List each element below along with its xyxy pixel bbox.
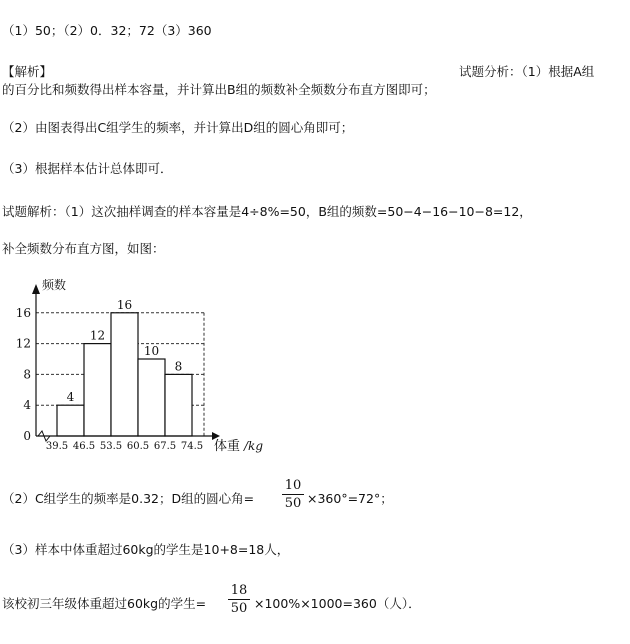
solution-part2-suffix: ×360°=72°；: [307, 491, 393, 506]
fraction-bar: [228, 599, 250, 600]
histogram-bar: [57, 405, 84, 436]
x-axis-title: 体重: [214, 439, 241, 454]
x-tick-label: 67.5: [153, 441, 177, 452]
x-tick-label: 74.5: [180, 441, 204, 452]
fraction-10-50: [282, 478, 304, 511]
bar-value-label: 12: [89, 328, 106, 343]
solution-final-prefix: 该校初三年级体重超过60kg的学生=: [2, 596, 207, 611]
fraction-numerator: 10: [284, 478, 302, 493]
histogram-bar: [111, 313, 138, 436]
analysis-step2: （2）由图表得出C组学生的频率，并计算出D组的圆心角即可；: [2, 120, 354, 135]
solution-line2: 补全频数分布直方图，如图：: [2, 241, 165, 256]
solution-final-suffix: ×100%×1000=360（人）．: [254, 596, 421, 611]
y-tick-label: 8: [23, 367, 31, 382]
y-axis-title: 频数: [42, 278, 67, 292]
y-tick-label: 12: [15, 336, 31, 351]
frequency-histogram: [0, 270, 300, 460]
analysis-label: 【解析】: [2, 64, 53, 79]
x-tick-label: 46.5: [72, 441, 96, 452]
bar-value-label: 8: [174, 359, 183, 374]
fraction-bar: [282, 494, 304, 495]
x-axis-unit: /kg: [244, 439, 263, 453]
bar-value-label: 16: [116, 297, 133, 312]
histogram-bar: [138, 359, 165, 436]
y-tick-label: 4: [23, 398, 31, 413]
bar-value-label: 10: [143, 344, 160, 358]
histogram-bar: [84, 344, 111, 436]
fraction-numerator: 18: [230, 583, 248, 598]
solution-line1: 试题解析：（1）这次抽样调查的样本容量是4÷8%=50，B组的频数=50−4−16−10−8=12，: [2, 204, 532, 219]
y-tick-label: 0: [23, 429, 31, 443]
x-tick-label: 53.5: [99, 441, 123, 452]
analysis-step3: （3）根据样本估计总体即可．: [2, 161, 173, 176]
histogram-bar: [165, 374, 192, 436]
fraction-denominator: 50: [284, 496, 302, 511]
x-tick-label: 60.5: [126, 441, 150, 452]
analysis-line2: 的百分比和频数得出样本容量，并计算出B组的频数补全频数分布直方图即可；: [2, 82, 436, 97]
bar-value-label: 4: [66, 390, 75, 405]
solution-part2-prefix: （2）C组学生的频率是0.32；D组的圆心角=: [2, 491, 255, 506]
answer-line: （1）50；（2）0．32；72（3）360: [2, 23, 212, 38]
fraction-denominator: 50: [230, 601, 248, 616]
analysis-intro: 试题分析：（1）根据A组: [459, 64, 595, 79]
solution-part3: （3）样本中体重超过60kg的学生是10+8=18人，: [2, 542, 290, 557]
fraction-18-50: [228, 583, 250, 616]
x-tick-label: 39.5: [45, 441, 69, 452]
y-axis-arrow: [32, 284, 40, 294]
y-tick-label: 16: [15, 305, 31, 320]
